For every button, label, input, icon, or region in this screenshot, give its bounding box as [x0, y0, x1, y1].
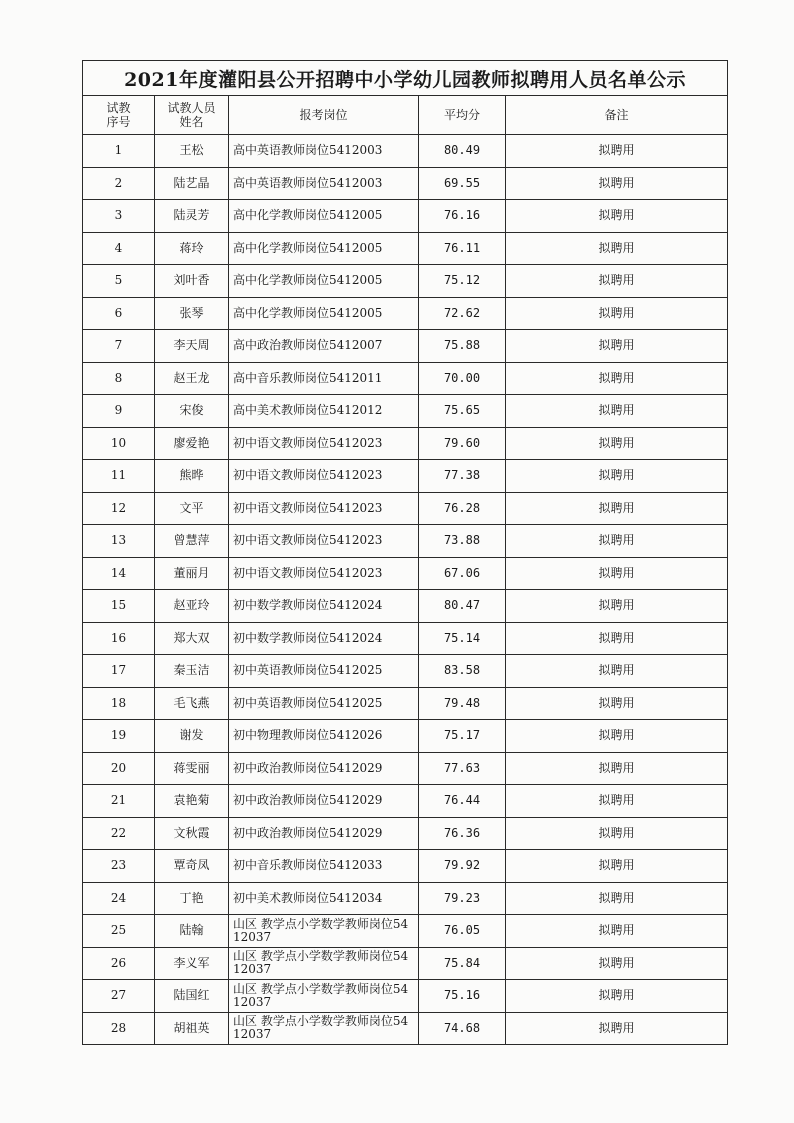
seq-cell: 3 [83, 200, 155, 233]
name-cell: 文秋霞 [155, 817, 229, 850]
score-cell: 77.38 [419, 460, 506, 493]
table-row [83, 850, 728, 883]
seq-cell: 18 [83, 687, 155, 720]
note-cell: 拟聘用 [506, 915, 728, 948]
score-cell: 76.36 [419, 817, 506, 850]
post-cell: 山区 教学点小学数学教师岗位5412037 [229, 915, 419, 948]
name-cell: 陆翰 [155, 915, 229, 948]
table-row [83, 882, 728, 915]
post-cell: 初中语文教师岗位5412023 [229, 492, 419, 525]
note-cell: 拟聘用 [506, 1012, 728, 1045]
table-row [83, 622, 728, 655]
table-row [83, 947, 728, 980]
score-cell: 75.16 [419, 980, 506, 1013]
post-cell: 初中美术教师岗位5412034 [229, 882, 419, 915]
note-cell: 拟聘用 [506, 265, 728, 298]
table-row [83, 720, 728, 753]
score-cell: 73.88 [419, 525, 506, 558]
post-cell: 高中化学教师岗位5412005 [229, 297, 419, 330]
table-row [83, 915, 728, 948]
name-cell: 丁艳 [155, 882, 229, 915]
seq-cell: 10 [83, 427, 155, 460]
seq-cell: 14 [83, 557, 155, 590]
note-cell: 拟聘用 [506, 525, 728, 558]
post-cell: 高中美术教师岗位5412012 [229, 395, 419, 428]
name-cell: 陆灵芳 [155, 200, 229, 233]
post-cell: 初中语文教师岗位5412023 [229, 557, 419, 590]
name-cell: 李义军 [155, 947, 229, 980]
seq-cell: 26 [83, 947, 155, 980]
seq-cell: 28 [83, 1012, 155, 1045]
score-cell: 74.68 [419, 1012, 506, 1045]
seq-cell: 5 [83, 265, 155, 298]
note-cell: 拟聘用 [506, 557, 728, 590]
table-row [83, 395, 728, 428]
seq-cell: 12 [83, 492, 155, 525]
note-cell: 拟聘用 [506, 622, 728, 655]
score-cell: 75.14 [419, 622, 506, 655]
seq-cell: 21 [83, 785, 155, 818]
post-cell: 初中英语教师岗位5412025 [229, 655, 419, 688]
table-row [83, 1012, 728, 1045]
post-cell: 初中英语教师岗位5412025 [229, 687, 419, 720]
name-cell: 陆国红 [155, 980, 229, 1013]
score-cell: 75.65 [419, 395, 506, 428]
table-row [83, 265, 728, 298]
seq-cell: 1 [83, 135, 155, 168]
header-seq [83, 96, 155, 135]
post-cell: 初中语文教师岗位5412023 [229, 427, 419, 460]
note-cell: 拟聘用 [506, 297, 728, 330]
note-cell: 拟聘用 [506, 720, 728, 753]
name-cell: 袁艳菊 [155, 785, 229, 818]
note-cell: 拟聘用 [506, 200, 728, 233]
name-cell: 李天周 [155, 330, 229, 363]
table-row [83, 200, 728, 233]
header-post: 报考岗位 [229, 96, 419, 135]
score-cell: 76.28 [419, 492, 506, 525]
note-cell: 拟聘用 [506, 427, 728, 460]
seq-cell: 24 [83, 882, 155, 915]
table-row [83, 362, 728, 395]
score-cell: 79.48 [419, 687, 506, 720]
name-cell: 熊晔 [155, 460, 229, 493]
post-cell: 高中音乐教师岗位5412011 [229, 362, 419, 395]
seq-cell: 20 [83, 752, 155, 785]
score-cell: 75.84 [419, 947, 506, 980]
name-cell: 文平 [155, 492, 229, 525]
table-row [83, 460, 728, 493]
table-row [83, 427, 728, 460]
post-cell: 高中化学教师岗位5412005 [229, 265, 419, 298]
name-cell: 蒋玲 [155, 232, 229, 265]
post-cell: 初中物理教师岗位5412026 [229, 720, 419, 753]
table-row [83, 655, 728, 688]
score-cell: 79.23 [419, 882, 506, 915]
seq-cell: 27 [83, 980, 155, 1013]
post-cell: 初中数学教师岗位5412024 [229, 622, 419, 655]
post-cell: 山区 教学点小学数学教师岗位5412037 [229, 980, 419, 1013]
note-cell: 拟聘用 [506, 687, 728, 720]
table-row [83, 752, 728, 785]
header-name [155, 96, 229, 135]
score-cell: 76.05 [419, 915, 506, 948]
name-cell: 郑大双 [155, 622, 229, 655]
note-cell: 拟聘用 [506, 492, 728, 525]
header-name-line1: 试教人员 [167, 101, 216, 115]
note-cell: 拟聘用 [506, 590, 728, 623]
score-cell: 70.00 [419, 362, 506, 395]
note-cell: 拟聘用 [506, 655, 728, 688]
score-cell: 75.17 [419, 720, 506, 753]
note-cell: 拟聘用 [506, 167, 728, 200]
post-cell: 山区 教学点小学数学教师岗位5412037 [229, 1012, 419, 1045]
score-cell: 72.62 [419, 297, 506, 330]
header-seq-line1: 试教 [106, 101, 131, 115]
table-row [83, 232, 728, 265]
name-cell: 赵王龙 [155, 362, 229, 395]
post-cell: 山区 教学点小学数学教师岗位5412037 [229, 947, 419, 980]
table-row [83, 785, 728, 818]
title-row [83, 61, 728, 96]
seq-cell: 4 [83, 232, 155, 265]
score-cell: 69.55 [419, 167, 506, 200]
post-cell: 高中英语教师岗位5412003 [229, 167, 419, 200]
document-title: 2021年度灌阳县公开招聘中小学幼儿园教师拟聘用人员名单公示 [83, 61, 728, 96]
name-cell: 王松 [155, 135, 229, 168]
name-cell: 毛飞燕 [155, 687, 229, 720]
table-row [83, 525, 728, 558]
post-cell: 高中政治教师岗位5412007 [229, 330, 419, 363]
name-cell: 董丽月 [155, 557, 229, 590]
name-cell: 张琴 [155, 297, 229, 330]
note-cell: 拟聘用 [506, 460, 728, 493]
note-cell: 拟聘用 [506, 817, 728, 850]
score-cell: 76.11 [419, 232, 506, 265]
table-row [83, 330, 728, 363]
seq-cell: 15 [83, 590, 155, 623]
note-cell: 拟聘用 [506, 980, 728, 1013]
note-cell: 拟聘用 [506, 785, 728, 818]
seq-cell: 2 [83, 167, 155, 200]
post-cell: 初中政治教师岗位5412029 [229, 785, 419, 818]
table-row [83, 167, 728, 200]
score-cell: 80.49 [419, 135, 506, 168]
score-cell: 75.88 [419, 330, 506, 363]
note-cell: 拟聘用 [506, 330, 728, 363]
note-cell: 拟聘用 [506, 850, 728, 883]
header-name-line2: 姓名 [179, 115, 204, 129]
post-cell: 高中化学教师岗位5412005 [229, 200, 419, 233]
score-cell: 83.58 [419, 655, 506, 688]
score-cell: 67.06 [419, 557, 506, 590]
header-row [83, 96, 728, 135]
name-cell: 覃奇凤 [155, 850, 229, 883]
score-cell: 80.47 [419, 590, 506, 623]
table-row [83, 135, 728, 168]
post-cell: 初中音乐教师岗位5412033 [229, 850, 419, 883]
post-cell: 高中化学教师岗位5412005 [229, 232, 419, 265]
note-cell: 拟聘用 [506, 947, 728, 980]
seq-cell: 19 [83, 720, 155, 753]
seq-cell: 8 [83, 362, 155, 395]
roster-table [82, 60, 728, 1045]
seq-cell: 13 [83, 525, 155, 558]
name-cell: 曾慧萍 [155, 525, 229, 558]
post-cell: 高中英语教师岗位5412003 [229, 135, 419, 168]
seq-cell: 6 [83, 297, 155, 330]
name-cell: 胡祖英 [155, 1012, 229, 1045]
seq-cell: 11 [83, 460, 155, 493]
seq-cell: 22 [83, 817, 155, 850]
note-cell: 拟聘用 [506, 362, 728, 395]
name-cell: 宋俊 [155, 395, 229, 428]
table-row [83, 687, 728, 720]
name-cell: 廖爱艳 [155, 427, 229, 460]
name-cell: 谢发 [155, 720, 229, 753]
seq-cell: 16 [83, 622, 155, 655]
score-cell: 75.12 [419, 265, 506, 298]
table-row [83, 980, 728, 1013]
roster-body [83, 135, 728, 1045]
score-cell: 76.44 [419, 785, 506, 818]
seq-cell: 25 [83, 915, 155, 948]
score-cell: 76.16 [419, 200, 506, 233]
table-row [83, 590, 728, 623]
header-seq-line2: 序号 [106, 115, 131, 129]
seq-cell: 9 [83, 395, 155, 428]
note-cell: 拟聘用 [506, 882, 728, 915]
post-cell: 初中语文教师岗位5412023 [229, 460, 419, 493]
score-cell: 79.92 [419, 850, 506, 883]
name-cell: 陆艺晶 [155, 167, 229, 200]
seq-cell: 17 [83, 655, 155, 688]
note-cell: 拟聘用 [506, 752, 728, 785]
table-row [83, 817, 728, 850]
header-note: 备注 [506, 96, 728, 135]
name-cell: 赵亚玲 [155, 590, 229, 623]
score-cell: 79.60 [419, 427, 506, 460]
post-cell: 初中语文教师岗位5412023 [229, 525, 419, 558]
table-row [83, 557, 728, 590]
header-score: 平均分 [419, 96, 506, 135]
post-cell: 初中政治教师岗位5412029 [229, 817, 419, 850]
note-cell: 拟聘用 [506, 232, 728, 265]
name-cell: 刘叶香 [155, 265, 229, 298]
table-row [83, 492, 728, 525]
post-cell: 初中数学教师岗位5412024 [229, 590, 419, 623]
score-cell: 77.63 [419, 752, 506, 785]
table-row [83, 297, 728, 330]
note-cell: 拟聘用 [506, 135, 728, 168]
note-cell: 拟聘用 [506, 395, 728, 428]
seq-cell: 7 [83, 330, 155, 363]
post-cell: 初中政治教师岗位5412029 [229, 752, 419, 785]
seq-cell: 23 [83, 850, 155, 883]
name-cell: 蒋雯丽 [155, 752, 229, 785]
name-cell: 秦玉洁 [155, 655, 229, 688]
